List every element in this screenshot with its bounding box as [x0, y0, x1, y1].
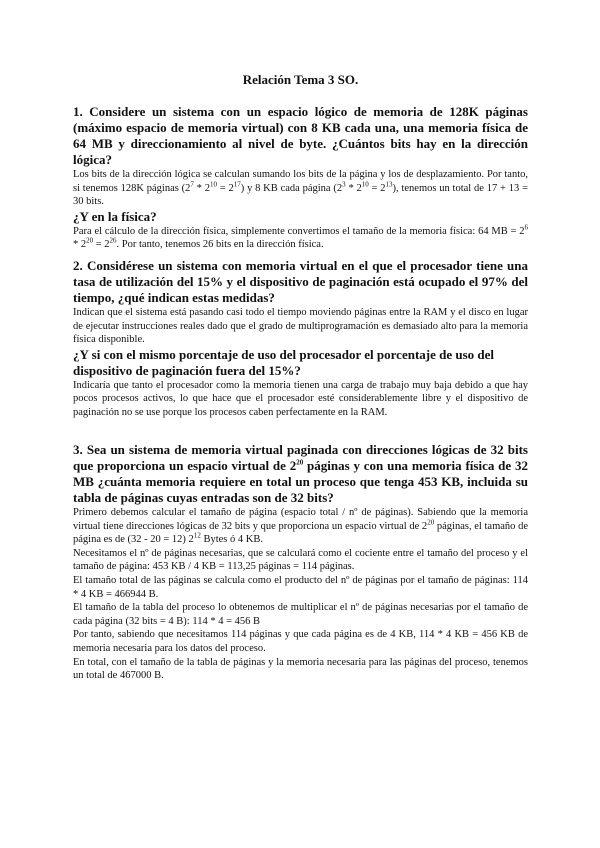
- question-3-paragraph-2: Necesitamos el nº de páginas necesarias, que se calculará como el cociente entre el tamaño del proceso y el tamaño de página: 453 KB / 4 KB = 113,25 páginas = 114 páginas.: [73, 547, 528, 573]
- question-1-subquestion: ¿Y en la física?: [73, 208, 157, 224]
- question-3-paragraph-3: El tamaño total de las páginas se calcula como el producto del nº de páginas por el tamaño de páginas: 114 * 4 KB = 466944 B.: [73, 574, 528, 600]
- question-1-answer: Los bits de la dirección lógica se calculan sumando los bits de la página y los de desplazamiento. Por tanto, si tenemos 128K páginas $(2^7 * 2^{10} = 2^{17})$ y 8 KB cada página $(2^3 * 2^{10} = 2^{13})$, tenemos un total de 17 + 13 = 30 bits.: [73, 169, 528, 208]
- question-2-subquestion: ¿Y si con el mismo porcentaje de uso del procesador el porcentaje de uso del dispositivo de paginación fuera del 15%?: [73, 346, 495, 378]
- question-1-section: [73, 104, 528, 252]
- question-3-section: [73, 442, 528, 683]
- question-3-paragraph-6: En total, con el tamaño de la tabla de páginas y la memoria necesaria para las páginas del proceso, tenemos un total de 467000 B.: [73, 656, 528, 682]
- question-3-paragraph-4: El tamaño de la tabla del proceso lo obtenemos de multiplicar el nº de páginas necesarias por el tamaño de cada página (32 bits = 4 B): 114 * 4 = 456 B: [73, 602, 528, 627]
- question-1-text: 1. Considere un sistema con un espacio lógico de memoria de 128K páginas (máximo espacio de memoria virtual) con 8 KB cada una, una memoria física de 64 MB y direccionamiento al nivel de byte. ¿Cuántos bits hay en la dirección lógica?: [73, 104, 528, 167]
- question-1-subanswer: Para el cálculo de la dirección física, simplemente convertimos el tamaño de la memoria física: 64 MB = $2^6 * 2^{20} = 2^{26}$. Por tanto, tenemos 26 bits en la dirección física.: [73, 223, 528, 251]
- question-3-text: 3. Sea un sistema de memoria virtual paginada con direcciones lógicas de 32 bits que proporciona un espacio virtual de $2^{20}$ páginas y con una memoria física de 32 MB ¿cuánta memoria requiere en total un proceso que tenga 453 KB, incluida su tabla de páginas cuyas entradas son de 32 bits?: [73, 442, 528, 505]
- question-3-paragraph-1: Primero debemos calcular el tamaño de página (espacio total / nº de páginas). Sabiendo que la memoria virtual tiene direcciones lógicas de 32 bits y que proporciona un espacio virtual de $2^{20}$ páginas, el tamaño de página es de (32 - 20 = 12) $2^{12}$ Bytes ó 4 KB.: [73, 507, 529, 546]
- question-2-text: 2. Considérese un sistema con memoria virtual en el que el procesador tiene una tasa de utilización del 15% y el dispositivo de paginación está ocupado el 97% del tiempo, ¿qué indican estas medidas?: [73, 258, 528, 305]
- question-2-section: [73, 258, 528, 420]
- question-2-subanswer: Indicaría que tanto el procesador como la memoria tienen una carga de trabajo muy baja debido a que hay pocos procesos activos, lo que hace que el procesador esté considerablemente libre y el dispositivo de paginación no se use porque los procesos caben perfectamente en la RAM.: [73, 379, 528, 418]
- question-2-answer: Indican que el sistema está pasando casi todo el tiempo moviendo páginas entre la RAM y el disco en lugar de ejecutar instrucciones reales dado que el grado de multiprogramación es demasiado alto para la memoria física disponible.: [73, 307, 528, 346]
- document-title: Relación Tema 3 SO.: [242, 72, 359, 87]
- question-3-paragraph-5: Por tanto, sabiendo que necesitamos 114 páginas y que cada página es de 4 KB, 114 * 4 KB = 456 KB de memoria necesaria para los datos del proceso.: [73, 629, 528, 654]
